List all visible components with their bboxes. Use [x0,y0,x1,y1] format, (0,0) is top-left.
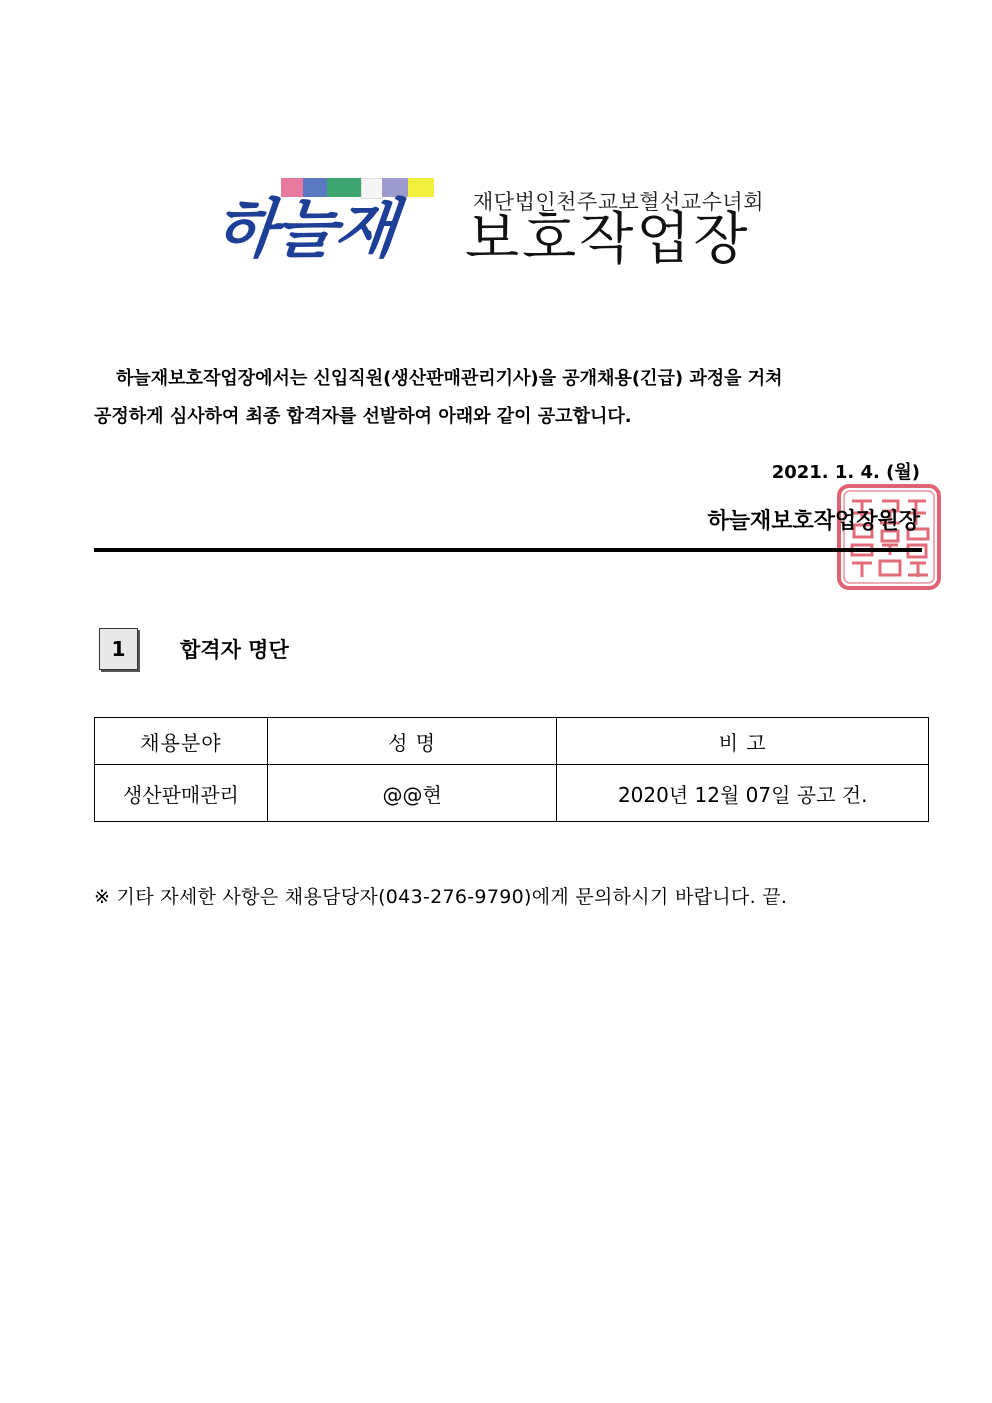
signer-name: 하늘재보호작업장원장 [707,509,920,534]
table-header-row [95,718,929,765]
table-header-cell: 비 고 [557,718,929,765]
intro-line-1: 하늘재보호작업장에서는 신입직원(생산판매관리기사)을 공개채용(긴급) 과정을 거쳐 [116,368,783,389]
table-header-cell: 채용분야 [95,718,268,765]
logo-subtitle: 재단법인천주교보혈선교수녀회 [473,190,765,214]
contact-note: ※ 기타 자세한 사항은 채용담당자(043-276-9790)에게 문의하시기 바랍니다. 끝. [94,886,788,908]
section-title: 합격자 명단 [180,638,289,662]
announcement-date: 2021. 1. 4. (월) [771,462,920,483]
official-seal-stamp [836,483,942,591]
table-cell: @@현 [267,765,557,822]
header-divider [94,548,922,552]
section-number-box: 1 [99,628,138,670]
table-row [95,765,929,822]
organization-logo [211,172,815,272]
table-header-cell: 성 명 [267,718,557,765]
logo-script-text: 하늘재 [211,193,399,267]
table-cell: 생산판매관리 [95,765,268,822]
logo-colorbar-segment [408,178,434,197]
logo-title: 보호작업장 [465,207,751,272]
intro-line-2: 공정하게 심사하여 최종 합격자를 선발하여 아래와 같이 공고합니다. [94,406,632,427]
passed-candidates-table [94,717,929,822]
table-cell: 2020년 12월 07일 공고 건. [557,765,929,822]
intro-paragraph [94,360,884,436]
